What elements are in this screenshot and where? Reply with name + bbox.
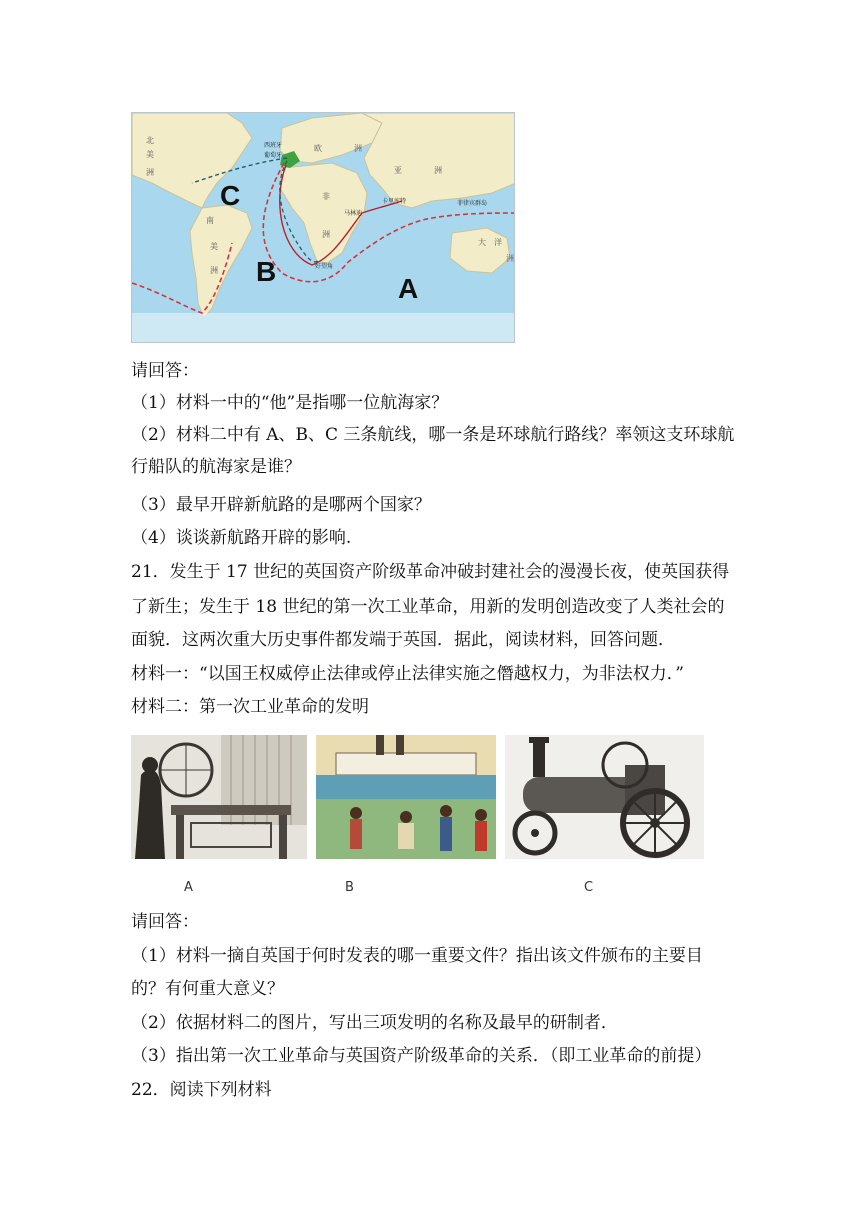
place-label-cape: 好望角	[315, 263, 334, 270]
map-graphic	[132, 113, 515, 343]
q21-prompt: 请回答：	[131, 912, 199, 932]
place-label-portugal: 葡萄牙	[264, 152, 283, 159]
place-label-malindi: 马林迪	[344, 210, 363, 217]
figure-steamboat	[316, 735, 496, 859]
q22-stem: 22．阅读下列材料	[131, 1080, 272, 1100]
continent-char: 亚	[394, 166, 402, 175]
q21-stem-line-3: 面貌．这两次重大历史事件都发端于英国．据此，阅读材料，回答问题．	[131, 630, 675, 650]
continent-char: 洲	[434, 166, 442, 175]
continent-char: 非	[322, 192, 330, 201]
continent-char: 欧	[314, 144, 322, 153]
continent-char: 美	[146, 150, 154, 159]
q21-material-2: 材料二：第一次工业革命的发明	[131, 697, 369, 717]
route-label-b: B	[256, 256, 277, 287]
q21-material-1: 材料一：“以国王权威停止法律或停止法律实施之僭越权力，为非法权力．”	[131, 664, 684, 684]
q21-question-1-line-1: （1）材料一摘自英国于何时发表的哪一重要文件？指出该文件颁布的主要目	[131, 946, 703, 966]
steamboat-illustration	[316, 735, 496, 859]
continent-char: 洲	[322, 230, 330, 239]
new-sea-routes-map	[131, 112, 515, 343]
q21-question-3: （3）指出第一次工业革命与英国资产阶级革命的关系．（即工业革命的前提）	[131, 1046, 712, 1066]
spinning-machine-illustration	[131, 735, 307, 859]
q20-question-1: （1）材料一中的“他”是指哪一位航海家？	[131, 393, 449, 413]
figure-label-b: B	[345, 880, 354, 895]
figure-label-c: C	[584, 880, 594, 895]
continent-char: 洲	[210, 266, 218, 275]
continent-char: 美	[210, 242, 218, 251]
q20-prompt: 请回答：	[131, 361, 199, 381]
route-label-c: C	[220, 180, 241, 211]
southern-band	[132, 313, 515, 343]
q21-stem-line-2: 了新生；发生于 18 世纪的第一次工业革命，用新的发明创造改变了人类社会的	[131, 597, 725, 617]
place-label-calicut: 卡里库特	[382, 198, 407, 205]
place-label-spain: 西班牙	[264, 142, 283, 149]
q21-question-1-line-2: 的？有何重大意义？	[131, 979, 284, 999]
steam-engine-illustration	[505, 735, 704, 859]
continent-char: 洲	[506, 254, 514, 263]
q20-question-2-line-1: （2）材料二中有 A、B、C 三条航线，哪一条是环球航行路线？率领这支环球航	[131, 425, 735, 445]
continent-char: 洲	[354, 144, 362, 153]
continent-char: 洋	[494, 238, 502, 247]
q21-stem-line-1: 21．发生于 17 世纪的英国资产阶级革命冲破封建社会的漫漫长夜，使英国获得	[131, 562, 730, 582]
figure-label-a: A	[184, 880, 193, 895]
continent-char: 大	[478, 238, 486, 247]
continent-char: 北	[146, 136, 154, 145]
continent-char: 南	[206, 216, 214, 225]
continent-char: 洲	[146, 168, 154, 177]
figure-spinning-machine	[131, 735, 307, 859]
q20-question-4: （4）谈谈新航路开辟的影响.	[131, 528, 352, 548]
q20-question-3: （3）最早开辟新航路的是哪两个国家？	[131, 495, 431, 515]
figure-steam-engine	[505, 735, 704, 859]
route-label-a: A	[398, 273, 419, 304]
q21-question-2: （2）依据材料二的图片，写出三项发明的名称及最早的研制者．	[131, 1013, 618, 1033]
q20-question-2-line-2: 行船队的航海家是谁？	[131, 457, 301, 477]
place-label-philippines: 菲律宾群岛	[457, 200, 488, 207]
